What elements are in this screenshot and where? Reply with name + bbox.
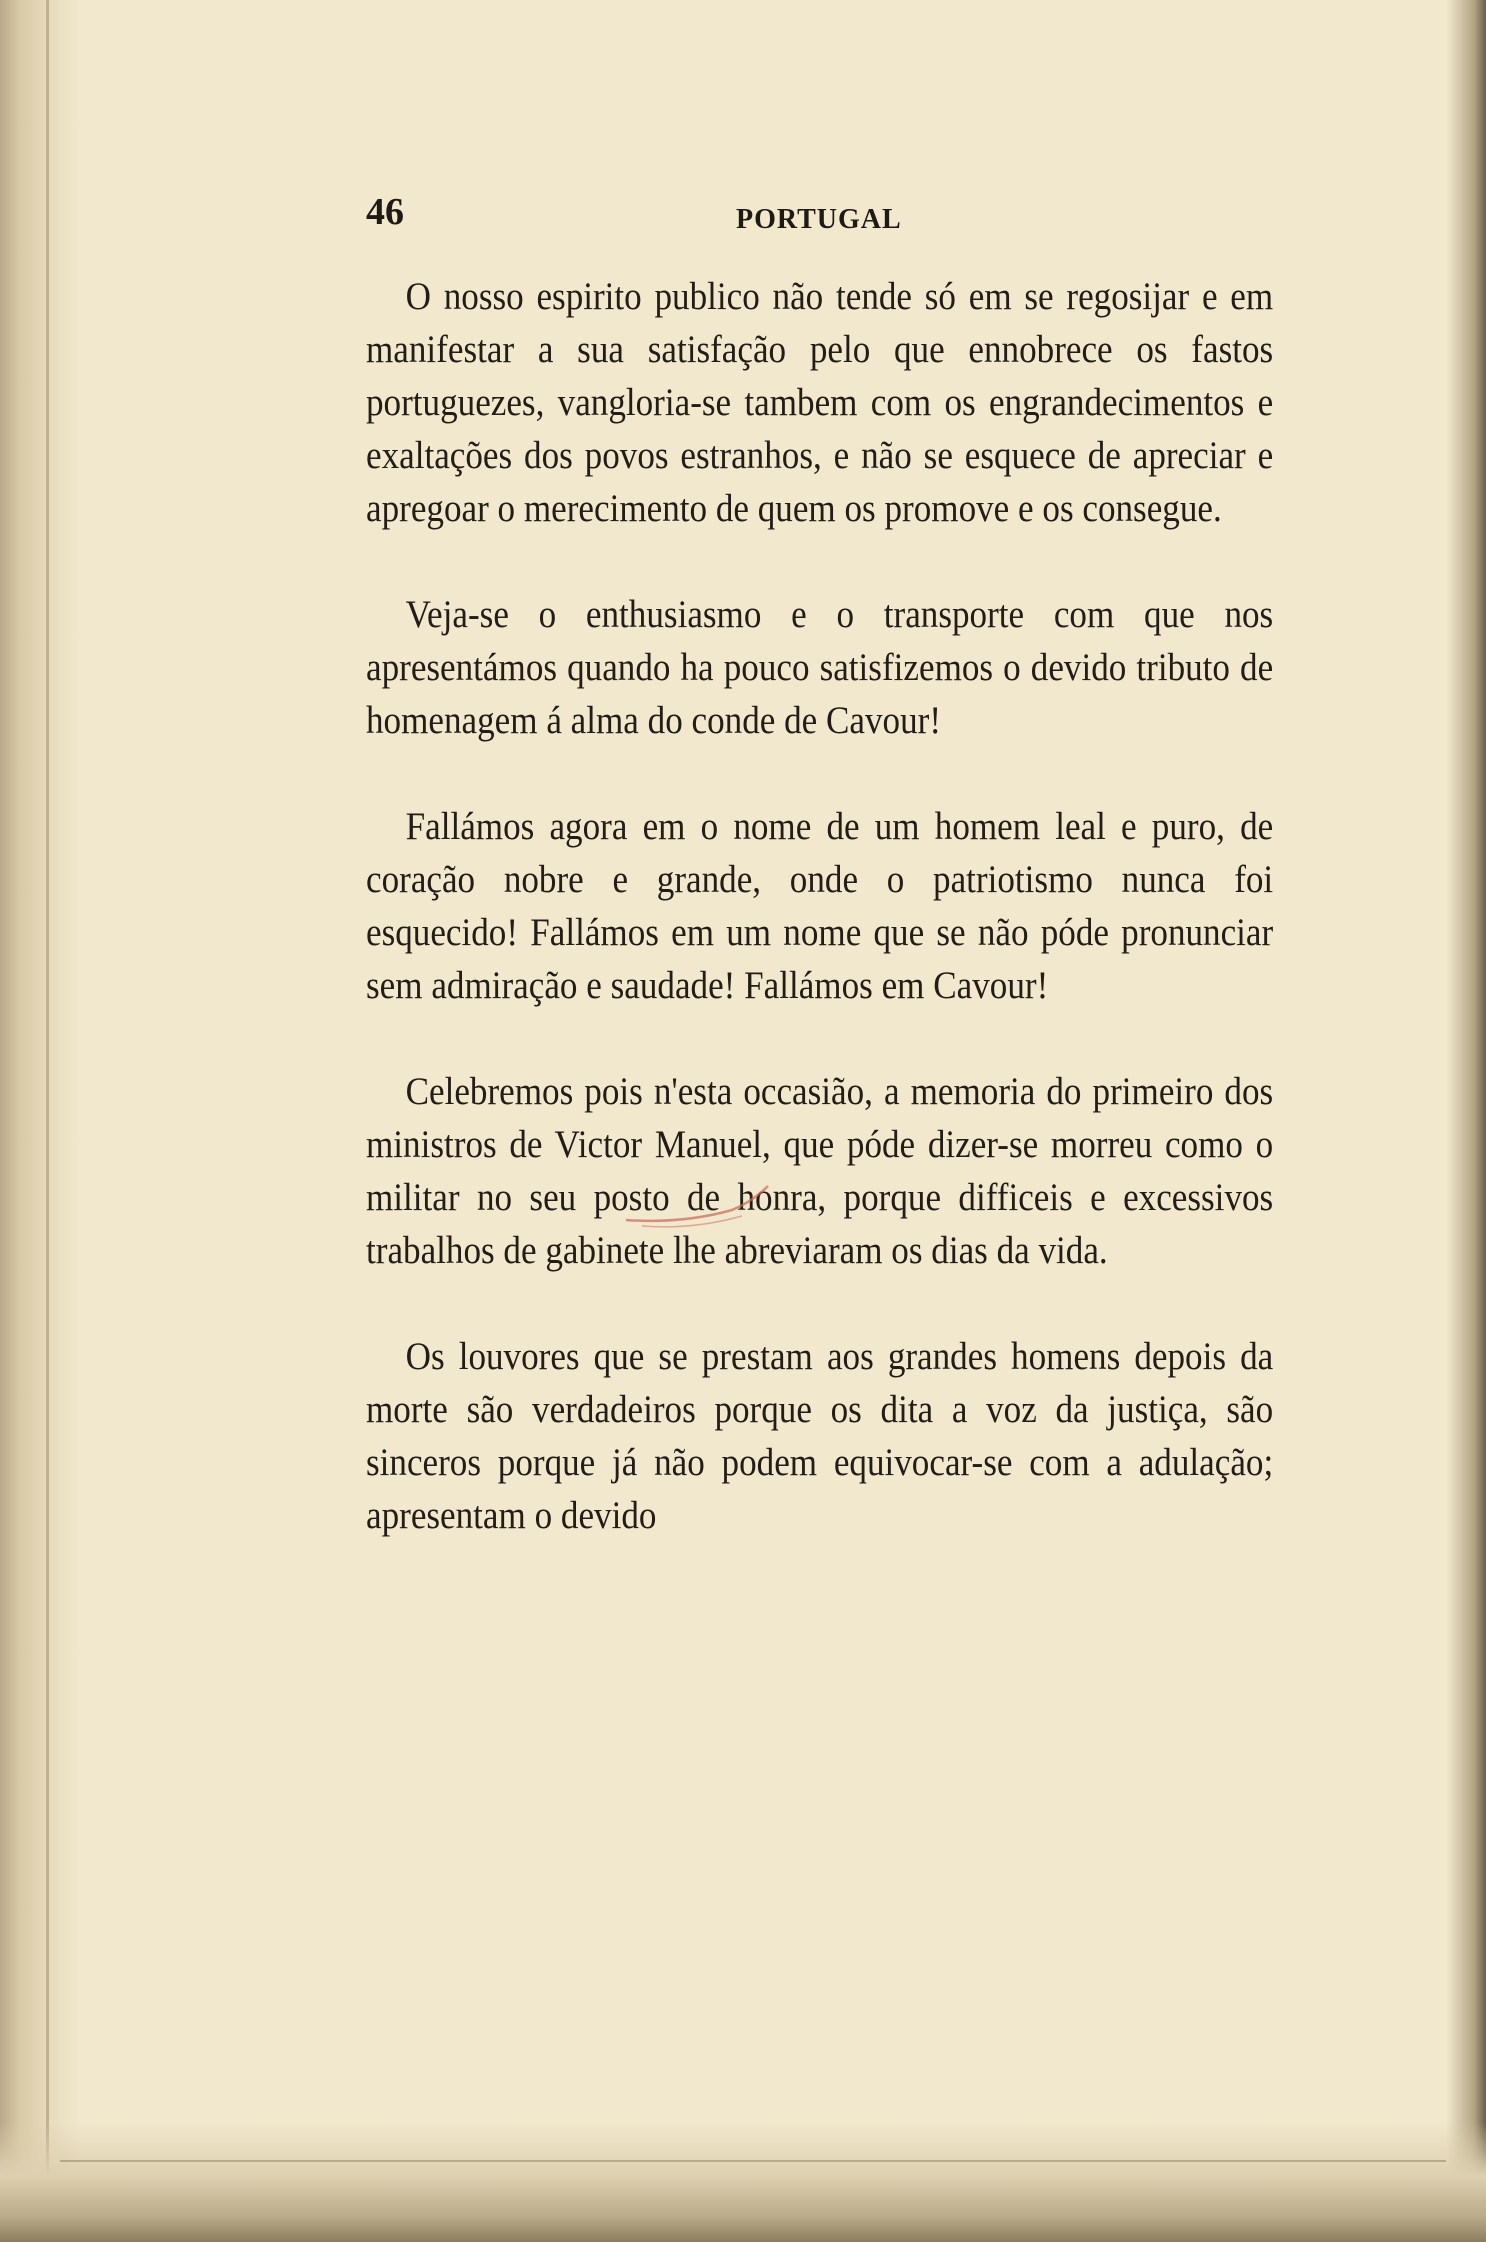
page-header [366,190,1274,240]
page-number: 46 [366,191,404,233]
page-right-edge [1446,0,1486,2242]
running-title: PORTUGAL [736,204,902,235]
body-text [366,270,1274,1595]
paragraph: Celebremos pois n'esta occasião, a memoria do primeiro dos ministros de Victor Manuel, que póde dizer-se morreu como o militar no seu posto de honra, porque difficeis e excessivos trabalhos de gabinete lhe abreviaram os dias da vida. [366,1070,1274,1272]
page-bottom-edge [0,2122,1486,2242]
page-left-edge [0,0,80,2242]
paragraph: Os louvores que se prestam aos grandes homens depois da morte são verdadeiros porque os dita a voz da justiça, são sinceros porque já não podem equivocar-se com a adulação; apresentam o devido [366,1335,1274,1537]
paragraph: Veja-se o enthusiasmo e o transporte com que nos apresentámos quando ha pouco satisfizemos o devido tributo de homenagem á alma do conde de Cavour! [366,593,1274,742]
paragraph: Fallámos agora em o nome de um homem leal e puro, de coração nobre e grande, onde o patriotismo nunca foi esquecido! Fallámos em um nome que se não póde pronunciar sem admiração e saudade! Fallámos em Cavour! [366,805,1274,1007]
paragraph: O nosso espirito publico não tende só em se regosijar e em manifestar a sua satisfação pelo que ennobrece os fastos portuguezes, vangloria-se tambem com os engrandecimentos e exaltações dos povos estranhos, e não se esquece de apreciar e apregoar o merecimento de quem os promove e os consegue. [366,275,1274,530]
